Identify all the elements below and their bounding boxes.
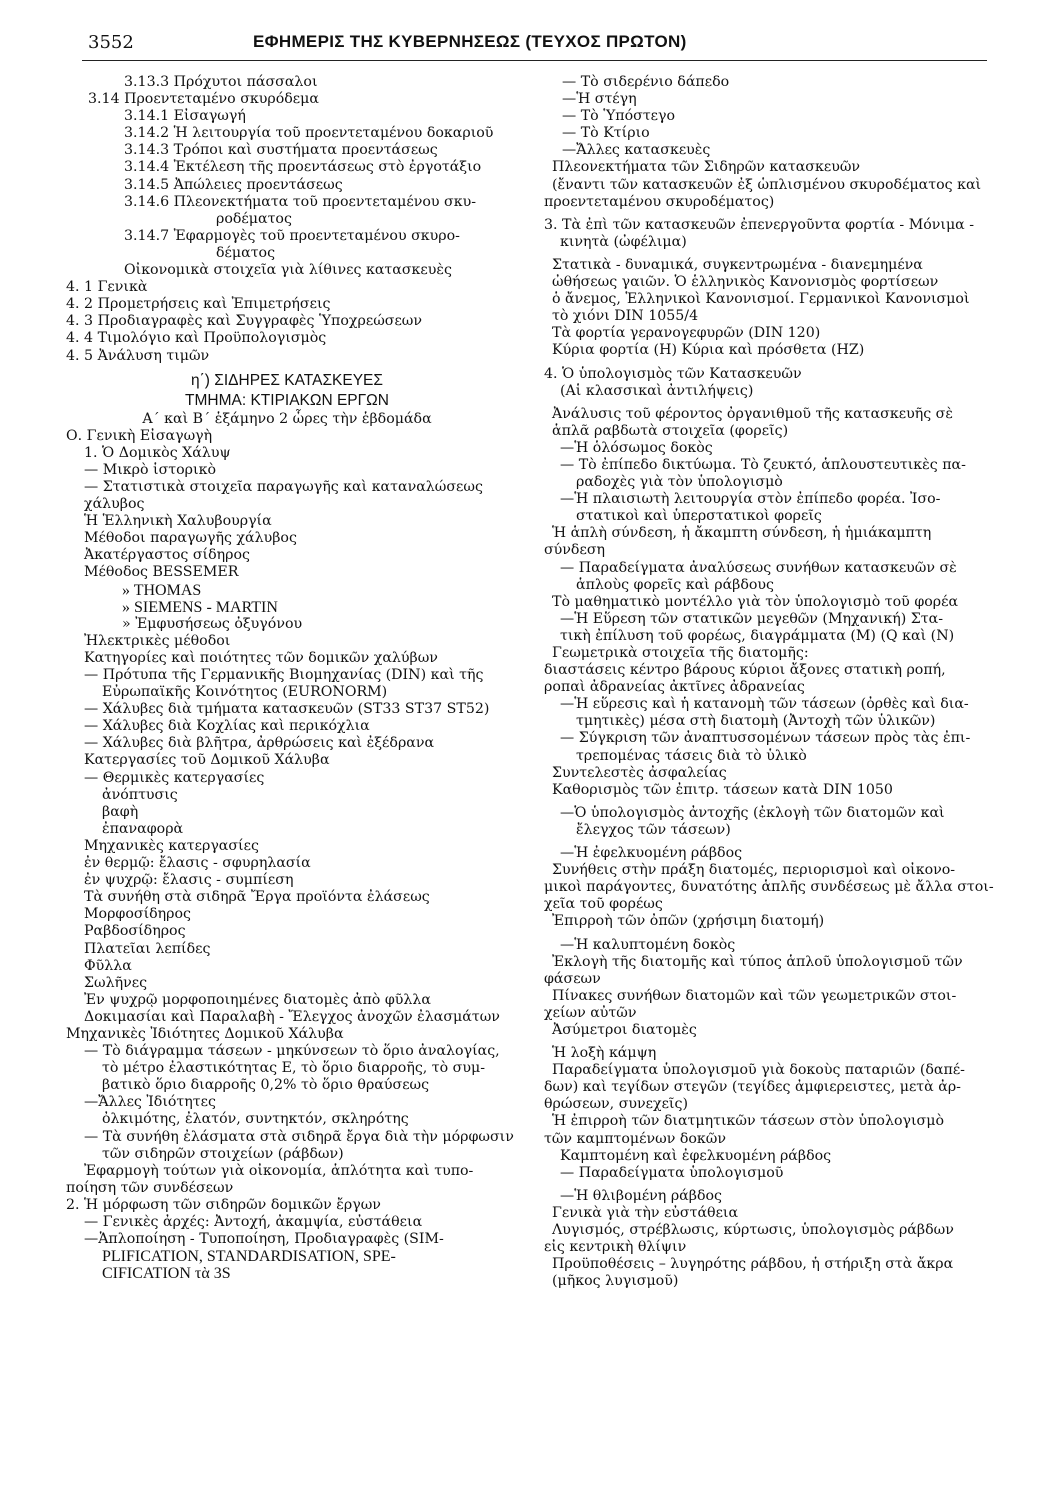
text-line: — Τὰ συνήθη ἐλάσματα στὰ σιδηρᾶ ἔργα διὰ τὴν μόρφωσιν (84, 1128, 514, 1145)
page-number: 3552 (88, 32, 134, 53)
text-line: βατικὸ ὅριο διαρροῆς 0,2% τὸ ὅριο θραύσεως (102, 1077, 430, 1094)
text-line: Πλεονεκτήματα τῶν Σιδηρῶν κατασκευῶν (552, 159, 861, 176)
page-header (88, 32, 988, 62)
text-line: (Αἱ κλασσικαὶ ἀντιλήψεις) (560, 382, 754, 399)
text-line: — Στατιστικὰ στοιχεῖα παραγωγῆς καὶ καταναλώσεως (84, 478, 483, 495)
text-line: CIFICATION τὰ 3S (102, 1265, 231, 1283)
text-line: — Χάλυβες διὰ Κοχλίας καὶ περικόχλια (84, 718, 370, 735)
text-line: ἔλεγχος τῶν τάσεων) (576, 821, 731, 838)
text-line: Μέθοδος BESSEMER (84, 564, 239, 581)
text-line: —Ἡ Εὕρεση τῶν στατικῶν μεγεθῶν (Μηχανική) Στα- (560, 610, 944, 627)
text-line: — Πρότυπα τῆς Γερμανικῆς Βιομηχανίας (DIN) καὶ τῆς (84, 667, 484, 683)
text-line: Κύρια φορτία (H) Κύρια καὶ πρόσθετα (HZ) (552, 342, 865, 359)
text-line: τὸ μέτρο ἐλαστικότητας Ε, τὸ ὅριο διαρροῆς, τὸ συμ- (102, 1060, 486, 1077)
text-line: 3.14.4 Ἐκτέλεση τῆς προεντάσεως στὸ ἐργοτάξιο (124, 159, 482, 176)
text-line: ἐν θερμῷ: ἔλασις - σφυρηλασία (84, 855, 311, 872)
text-line: δων) καὶ τεγίδων στεγῶν (τεγίδες ἀμφιερειστες, μετὰ ἀρ- (544, 1079, 961, 1096)
text-line: — Τὸ σιδερένιο δάπεδο (562, 74, 730, 90)
text-line: βαφὴ (102, 803, 139, 820)
text-line: τρεπομένας τάσεις διὰ τὸ ὑλικὸ (576, 747, 807, 764)
text-line: τῶν σιδηρῶν στοιχείων (ράβδων) (102, 1145, 344, 1162)
text-line: Πλατεῖαι λεπίδες (84, 940, 211, 957)
text-line: ραδοχὲς γιὰ τὸν ὑπολογισμὸ (576, 474, 783, 491)
text-line: Μορφοσίδηρος (84, 906, 192, 923)
text-line: ἐν ψυχρῷ: ἔλασις - συμπίεση (84, 872, 294, 889)
text-line: — Παραδείγματα ἀναλύσεως συνήθων κατασκευῶν σὲ (560, 559, 957, 576)
text-line: προεντεταμένου σκυροδέματος) (544, 193, 775, 210)
text-line: ὀλκιμότης, ἐλατόν, συντηκτόν, σκληρότης (102, 1111, 409, 1128)
text-line: Ἀσύμετροι διατομὲς (552, 1021, 697, 1038)
text-line: — Θερμικὲς κατεργασίες (84, 769, 265, 786)
text-line: Λυγισμός, στρέβλωσις, κύρτωσις, ὑπολογισμὸς ράβδων (552, 1222, 954, 1238)
text-line: — Χάλυβες διὰ τμήματα κατασκευῶν (ST33 ST37 ST52) (84, 701, 490, 718)
text-line: 3.14.5 Ἀπώλειες προεντάσεως (124, 176, 343, 193)
text-line: Τὰ φορτία γερανογεφυρῶν (DIN 120) (552, 325, 821, 342)
text-line: ἀνόπτυσις (102, 786, 178, 803)
text-line: » Ἐμφυσήσεως ὀξυγόνου (122, 615, 303, 632)
text-line: Ἐπιρροὴ τῶν ὀπῶν (χρήσιμη διατομή) (552, 913, 825, 930)
text-line: Α΄ καὶ Β΄ ἑξάμηνο 2 ὧρες τὴν ἑβδομάδα (142, 410, 432, 427)
text-line: 4. 5 Ἀνάλυση τιμῶν (66, 347, 210, 364)
text-line: ροδέματος (216, 210, 292, 227)
text-line: ἁπλᾶ ραβδωτὰ στοιχεῖα (φορεῖς) (552, 422, 789, 439)
text-line: Τὰ συνήθη στὰ σιδηρᾶ Ἔργα προϊόντα ἐλάσεως (84, 889, 430, 906)
text-line: — Τὸ Ὑπόστεγο (562, 108, 676, 125)
text-line: — Μικρὸ ἱστορικὸ (84, 461, 216, 478)
text-line: ὠθήσεως γαιῶν. Ὁ ἑλληνικὸς Κανονισμὸς φορτίσεων (552, 274, 939, 291)
text-line: χείων αὐτῶν (544, 1004, 637, 1021)
text-line: — Τὸ Κτίριο (562, 125, 650, 142)
text-line: θρώσεων, συνεχεῖς) (544, 1096, 688, 1113)
text-line: 4. 1 Γενικὰ (66, 279, 148, 296)
text-line: Συντελεστὲς ἀσφαλείας (552, 764, 727, 781)
text-line: Ἠλεκτρικὲς μέθοδοι (84, 632, 231, 649)
header-rule (82, 60, 987, 61)
text-line: Μέθοδοι παραγωγῆς χάλυβος (84, 530, 297, 547)
text-line: Φῦλλα (84, 957, 132, 974)
text-line: χεῖα τοῦ φορέως (544, 896, 663, 913)
text-line: —Ἄλλες Ἰδιότητες (84, 1094, 216, 1111)
text-line: ΤΜΗΜΑ: ΚΤΙΡΙΑΚΩΝ ΕΡΓΩΝ (185, 391, 389, 409)
text-line: δέματος (216, 244, 276, 261)
text-line: —Ὁ ὑπολογισμὸς ἀντοχῆς (ἐκλογὴ τῶν διατομῶν καὶ (560, 804, 945, 821)
text-line: —Ἁπλοποίηση - Τυποποίηση, Προδιαγραφὲς (SIM- (84, 1231, 444, 1248)
text-line: —Ἡ θλιβομένη ράβδος (560, 1187, 722, 1204)
text-line: 3.14.2 Ἡ λειτουργία τοῦ προεντεταμένου δοκαριοῦ (124, 125, 494, 142)
text-line: 3.13.3 Πρόχυτοι πάσσαλοι (124, 74, 318, 90)
text-line: Γενικὰ γιὰ τὴν εὐστάθεια (552, 1204, 739, 1221)
gazette-title: ΕΦΗΜΕΡΙΣ ΤΗΣ ΚΥΒΕΡΝΗΣΕΩΣ (ΤΕΥΧΟΣ ΠΡΩΤΟΝ) (253, 32, 687, 51)
text-line: ἐπαναφορὰ (102, 820, 184, 837)
text-line: Μηχανικὲς Ἰδιότητες Δομικοῦ Χάλυβα (66, 1025, 344, 1042)
text-line: Καθορισμὸς τῶν ἐπιτρ. τάσεων κατὰ DIN 1050 (552, 781, 893, 798)
text-line: 3.14 Προεντεταμένο σκυρόδεμα (88, 91, 319, 108)
text-line: φάσεων (544, 970, 601, 987)
text-line: ἁπλοὺς φορεῖς καὶ ράβδους (576, 576, 775, 593)
text-line: διαστάσεις κέντρο βάρους κύριοι ἄξονες στατικὴ ροπή, (544, 662, 946, 679)
text-line: —Ἡ καλυπτομένη δοκὸς (560, 936, 736, 953)
text-line: 3.14.7 Ἐφαρμογὲς τοῦ προεντεταμένου σκυρο- (124, 227, 460, 244)
text-line: Στατικὰ - δυναμικά, συγκεντρωμένα - διανεμημένα (552, 256, 923, 273)
text-line: Δοκιμασίαι καὶ Παραλαβὴ - Ἔλεγχος ἀνοχῶν ἐλασμάτων (84, 1008, 500, 1025)
text-line: — Σύγκριση τῶν ἀναπτυσσομένων τάσεων πρὸς τὰς ἐπι- (560, 730, 971, 747)
text-line: τῶν καμπτομένων δοκῶν (544, 1130, 726, 1147)
text-line: Ἐκλογὴ τῆς διατομῆς καὶ τύπος ἁπλοῦ ὑπολογισμοῦ τῶν (552, 953, 963, 970)
text-line: κινητὰ (ὠφέλιμα) (560, 233, 687, 250)
text-line: » SIEMENS - MARTIN (122, 598, 278, 616)
text-line: Καμπτομένη καὶ ἐφελκυομένη ράβδος (560, 1147, 832, 1164)
text-line: Ἡ ἐπιρροὴ τῶν διατμητικῶν τάσεων στὸν ὑπολογισμὸ (552, 1113, 944, 1130)
text-line: Συνήθεις στὴν πράξη διατομές, περιορισμοὶ καὶ οἰκονο- (552, 862, 956, 879)
text-line: Ο. Γενικὴ Εἰσαγωγὴ (66, 427, 213, 444)
left-column (66, 74, 514, 1283)
text-line: (ἔναντι τῶν κατασκευῶν ἐξ ὡπλισμένου σκυροδέματος καὶ (552, 176, 982, 193)
text-line: — Χάλυβες διὰ βλῆτρα, ἀρθρώσεις καὶ ἐξέδρανα (84, 735, 435, 752)
text-line: (μῆκος λυγισμοῦ) (552, 1273, 679, 1290)
text-line: 4. Ὁ ὑπολογισμὸς τῶν Κατασκευῶν (544, 365, 802, 382)
text-line: Ραβδοσίδηρος (84, 923, 186, 940)
right-column (544, 74, 994, 1290)
text-line: Ἡ ἁπλὴ σύνδεση, ἡ ἄκαμπτη σύνδεση, ἡ ἡμιάκαμπτη (552, 525, 932, 542)
text-line: 2. Ἡ μόρφωση τῶν σιδηρῶν δομικῶν ἔργων (66, 1196, 381, 1213)
text-line: 3.14.6 Πλεονεκτήματα τοῦ προεντεταμένου σκυ- (124, 193, 476, 210)
text-line: ὁ ἄνεμος, Ἑλληνικοὶ Κανονισμοί. Γερμανικοὶ Κανονισμοὶ (552, 291, 970, 308)
text-line: PLIFICATION, STANDARDISATION, SPE- (102, 1248, 396, 1266)
text-line: Ἐφαρμογὴ τούτων γιὰ οἰκονομία, ἁπλότητα καὶ τυπο- (84, 1162, 474, 1179)
text-line: Ἐν ψυχρῷ μορφοποιημένες διατομὲς ἀπὸ φῦλλα (84, 991, 431, 1008)
text-line: 4. 3 Προδιαγραφὲς καὶ Συγγραφὲς Ὑποχρεώσεων (66, 313, 423, 330)
text-line: Ἡ λοξὴ κάμψη (552, 1045, 657, 1062)
text-line: Ἡ Ἑλληνικὴ Χαλυβουργία (84, 513, 272, 530)
text-line: σύνδεση (544, 542, 606, 559)
text-line: — Τὸ ἐπίπεδο δικτύωμα. Τὸ ζευκτό, ἁπλουστευτικὲς πα- (560, 456, 966, 473)
text-line: τμητικὲς) μέσα στὴ διατομὴ (Ἀντοχὴ τῶν ὑλικῶν) (576, 713, 936, 730)
text-line: 3.14.1 Εἰσαγωγή (124, 108, 246, 125)
text-line: Σωλῆνες (84, 974, 148, 991)
text-line: — Τὸ διάγραμμα τάσεων - μηκύνσεων τὸ ὅριο ἀναλογίας, (84, 1043, 500, 1060)
text-line: 4. 2 Προμετρήσεις καὶ Ἐπιμετρήσεις (66, 296, 331, 313)
text-line: —Ἡ εὕρεσις καὶ ἡ κατανομὴ τῶν τάσεων (ὀρθὲς καὶ δια- (560, 696, 969, 713)
text-line: » THOMAS (122, 581, 202, 599)
text-line: Εὐρωπαϊκῆς Κοινότητος (EURONORM) (102, 684, 388, 701)
text-line: —Ἡ στέγη (562, 91, 637, 108)
text-line: μικοὶ παράγοντες, δυνατότης ἁπλῆς συνδέσεως μὲ ἄλλα στοι- (544, 879, 994, 896)
text-line: 3.14.3 Τρόποι καὶ συστήματα προεντάσεως (124, 142, 438, 159)
text-line: Τὸ μαθηματικὸ μοντέλλο γιὰ τὸν ὑπολογισμὸ τοῦ φορέα (552, 593, 959, 610)
text-line: — Παραδείγματα ὑπολογισμοῦ (560, 1164, 784, 1181)
text-line: —Ἡ ἐφελκυομένη ράβδος (560, 845, 743, 862)
text-line: εἰς κεντρικὴ θλίψιν (544, 1239, 687, 1256)
text-line: Οἰκονομικὰ στοιχεῖα γιὰ λίθινες κατασκευὲς (124, 262, 452, 279)
text-line: 4. 4 Τιμολόγιο καὶ Προϋπολογισμὸς (66, 330, 327, 347)
text-line: τὸ χιόνι DIN 1055/4 (552, 308, 699, 325)
text-line: Κατεργασίες τοῦ Δομικοῦ Χάλυβα (84, 752, 330, 769)
text-line: τικὴ ἐπίλυση τοῦ φορέως, διαγράμματα (M) (Q καὶ (N) (560, 627, 955, 644)
text-line: Μηχανικὲς κατεργασίες (84, 837, 259, 854)
text-line: Ἀκατέργαστος σίδηρος (84, 547, 250, 564)
text-line: Παραδείγματα ὑπολογισμοῦ γιὰ δοκοὺς παταριῶν (δαπέ- (552, 1062, 965, 1079)
text-line: 3. Τὰ ἐπὶ τῶν κατασκευῶν ἐπενεργοῦντα φορτία - Μόνιμα - (544, 216, 975, 233)
text-line: 1. Ὁ Δομικὸς Χάλυψ (84, 444, 231, 461)
text-line: Κατηγορίες καὶ ποιότητες τῶν δομικῶν χαλύβων (84, 649, 438, 666)
text-line: ροπαὶ ἀδρανείας ἀκτῖνες ἀδρανείας (544, 679, 805, 696)
text-line: Πίνακες συνήθων διατομῶν καὶ τῶν γεωμετρικῶν στοι- (552, 987, 957, 1004)
text-line: η΄) ΣΙΔΗΡΕΣ ΚΑΤΑΣΚΕΥΕΣ (191, 371, 383, 389)
text-line: Γεωμετρικὰ στοιχεῖα τῆς διατομῆς: (552, 645, 809, 661)
text-line: —Ἄλλες κατασκευὲς (562, 142, 711, 159)
text-line: χάλυβος (84, 496, 145, 513)
text-line: —Ἡ πλαισιωτὴ λειτουργία στὸν ἐπίπεδο φορέα. Ἰσο- (560, 491, 941, 508)
text-line: Προϋποθέσεις – λυγηρότης ράβδου, ἡ στήριξη στὰ ἄκρα (552, 1256, 954, 1273)
text-line: — Γενικὲς ἀρχές: Ἀντοχή, ἀκαμψία, εὐστάθεια (84, 1214, 423, 1230)
text-line: στατικοὶ καὶ ὑπερστατικοὶ φορεῖς (576, 508, 822, 525)
text-line: Ἀνάλυσις τοῦ φέροντος ὀργανιθμοῦ τῆς κατασκευῆς σὲ (552, 405, 953, 422)
text-line: —Ἡ ὁλόσωμος δοκὸς (560, 439, 713, 456)
text-line: ποίηση τῶν συνδέσεων (66, 1179, 234, 1196)
